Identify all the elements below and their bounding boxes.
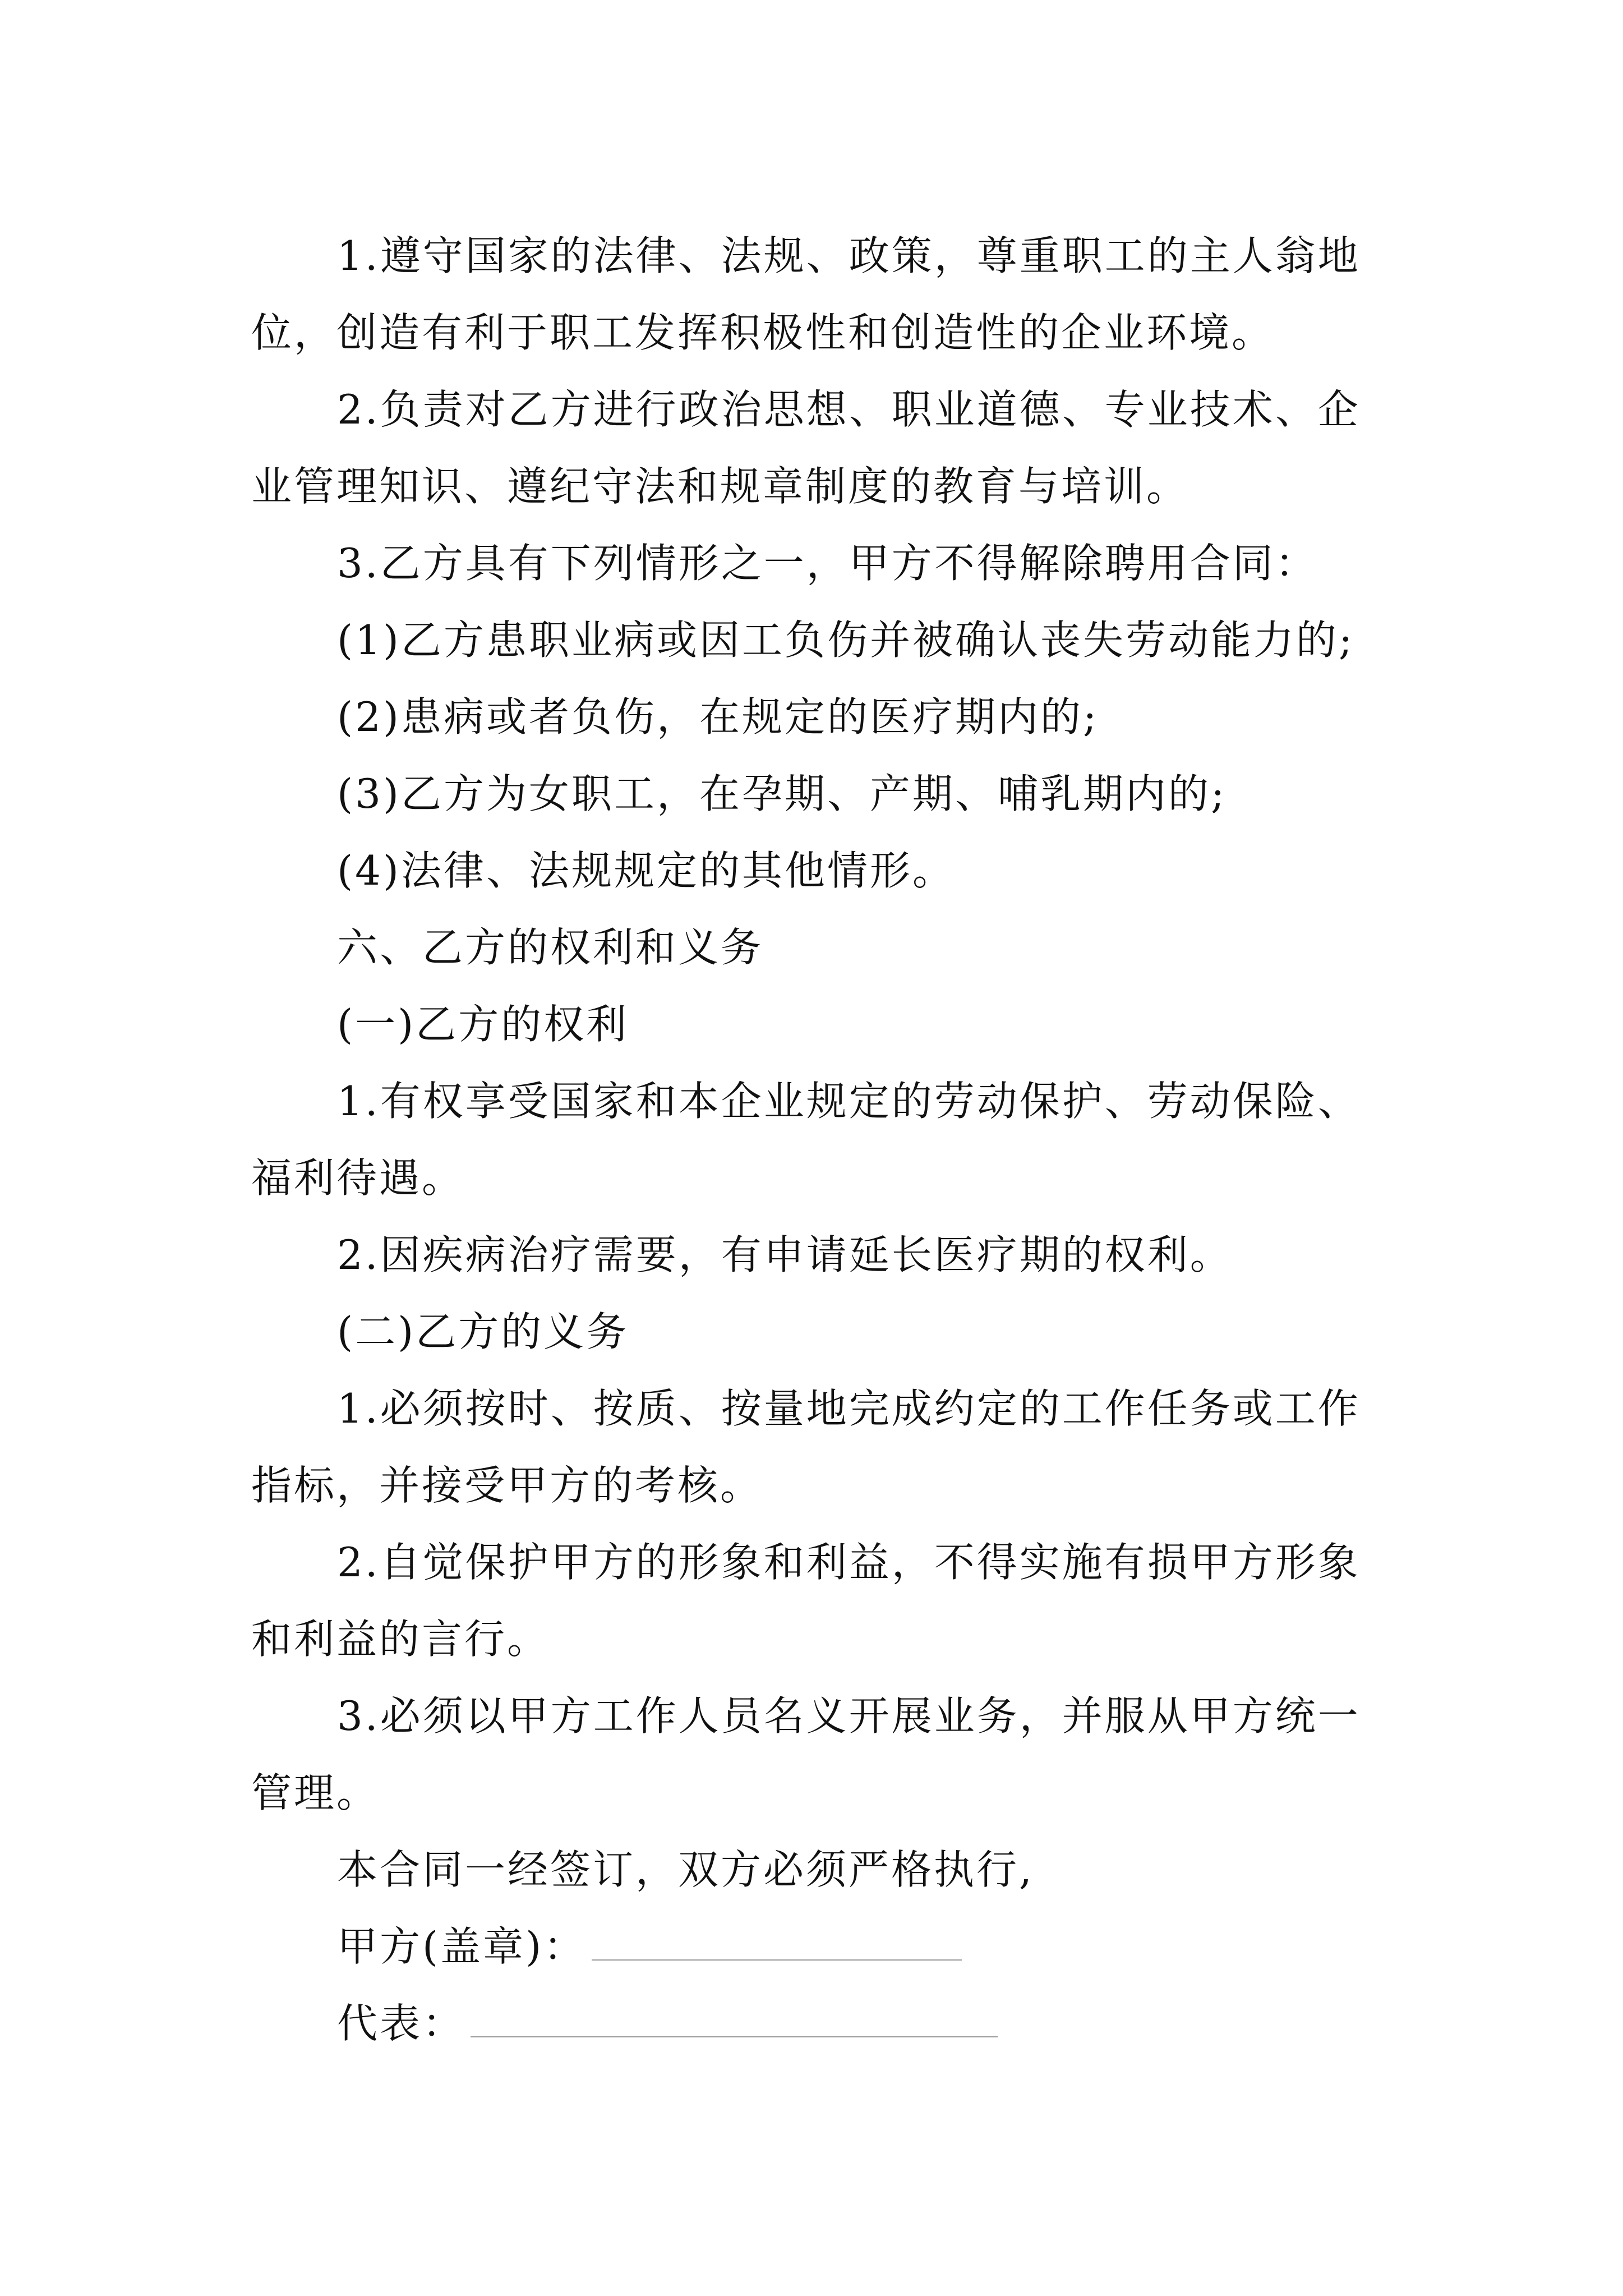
- paragraph: 3.乙方具有下列情形之一，甲方不得解除聘用合同：: [337, 540, 1318, 587]
- section-heading: 六、乙方的权利和义务: [337, 924, 764, 971]
- paragraph: 1.遵守国家的法律、法规、政策，尊重职工的主人翁地位，创造有利于职工发挥积极性和创造性的企业环境。: [251, 232, 1361, 356]
- list-item: (3)乙方为女职工，在孕期、产期、哺乳期内的;: [337, 770, 1227, 817]
- document-body: [251, 218, 1395, 2062]
- party-a-label: 甲方(盖章)：: [337, 1923, 587, 1970]
- list-item: (2)患病或者负伤，在规定的医疗期内的;: [337, 693, 1099, 740]
- representative-label: 代表：: [337, 2000, 465, 2047]
- representative-signature-blank[interactable]: [471, 2014, 998, 2037]
- paragraph: 1.必须按时、按质、按量地完成约定的工作任务或工作指标，并接受甲方的考核。: [251, 1385, 1361, 1509]
- paragraph: 1.有权享受国家和本企业规定的劳动保护、劳动保险、福利待遇。: [251, 1078, 1361, 1202]
- paragraph: 3.必须以甲方工作人员名义开展业务，并服从甲方统一管理。: [251, 1692, 1361, 1816]
- paragraph: 2.因疾病治疗需要，有申请延长医疗期的权利。: [337, 1231, 1233, 1278]
- subsection-heading: (二)乙方的义务: [337, 1308, 629, 1355]
- party-a-signature-blank[interactable]: [592, 1937, 962, 1961]
- list-item: (4)法律、法规规定的其他情形。: [337, 847, 955, 894]
- representative-signature-line: [251, 1985, 1395, 2062]
- list-item: (1)乙方患职业病或因工负伤并被确认丧失劳动能力的;: [337, 616, 1355, 664]
- closing-statement: 本合同一经签订，双方必须严格执行,: [337, 1846, 1034, 1893]
- paragraph: 2.负责对乙方进行政治思想、职业道德、专业技术、企业管理知识、遵纪守法和规章制度的教育与培训。: [251, 386, 1361, 510]
- paragraph: 2.自觉保护甲方的形象和利益，不得实施有损甲方形象和利益的言行。: [251, 1539, 1361, 1663]
- party-a-signature-line: [251, 1908, 1395, 1985]
- subsection-heading: (一)乙方的权利: [337, 1001, 629, 1048]
